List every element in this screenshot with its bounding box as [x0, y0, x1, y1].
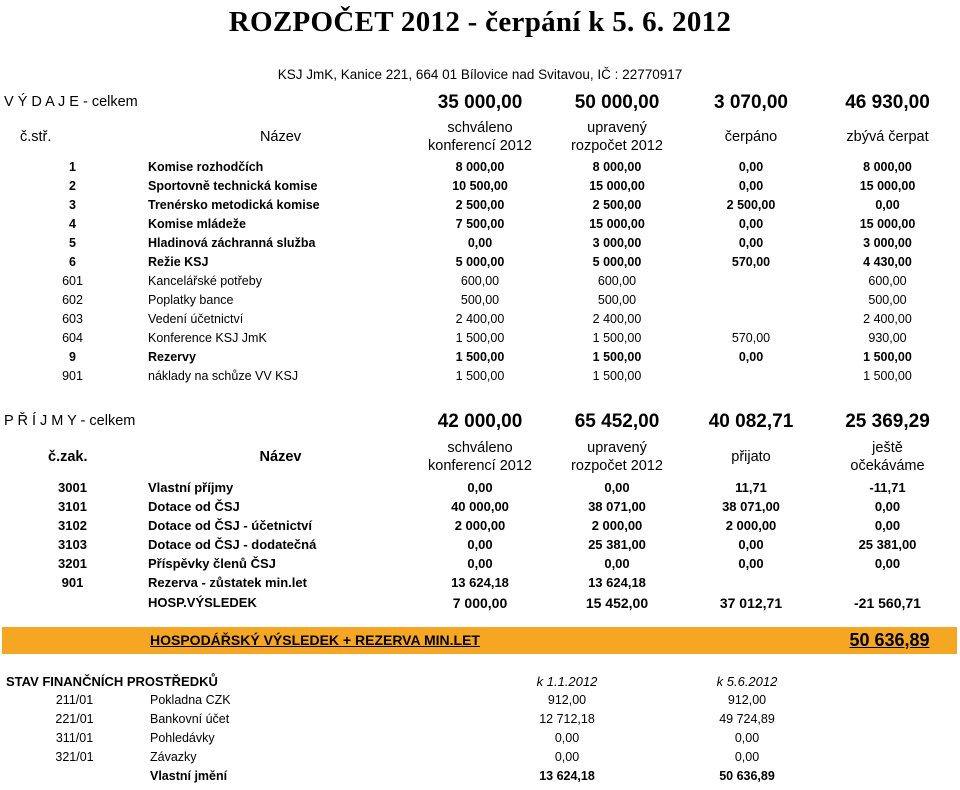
expenses-total-band: [0, 92, 955, 113]
row-remaining: 8 000,00: [863, 160, 912, 174]
row-adjusted: 3 000,00: [592, 236, 642, 250]
own-funds-start: 13 624,18: [539, 769, 595, 783]
table-row: [0, 367, 955, 386]
expenses-header: [0, 117, 955, 157]
row-adjusted: 15 000,00: [589, 217, 645, 231]
account-number: 321/01: [55, 750, 94, 764]
header-adjusted: [552, 437, 682, 477]
row-remaining: 1 500,00: [863, 369, 912, 383]
row-expected: 0,00: [874, 518, 901, 533]
summary-bar: [2, 627, 957, 654]
own-funds-name: Vlastní jmění: [150, 769, 228, 783]
header-spent: čerpáno: [724, 129, 778, 145]
table-row: [0, 497, 955, 516]
account-name: Bankovní účet: [150, 712, 230, 726]
row-number: 604: [62, 331, 83, 345]
header-approved: [415, 117, 545, 157]
row-expected: 0,00: [874, 499, 901, 514]
row-remaining: 930,00: [868, 331, 907, 345]
table-row: [0, 215, 955, 234]
row-name: Trenérsko metodická komise: [148, 198, 320, 212]
row-approved: 0,00: [467, 556, 493, 571]
row-name: Konference KSJ JmK: [148, 331, 267, 345]
table-row: [0, 272, 955, 291]
row-name: Hladinová záchranná služba: [148, 236, 316, 250]
row-number: 3201: [58, 556, 87, 571]
row-spent: 0,00: [738, 236, 764, 250]
income-total-adjusted: 65 452,00: [574, 411, 660, 432]
row-spent: [686, 272, 816, 291]
header-received: přijato: [731, 449, 771, 465]
row-name: Příspěvky členů ČSJ: [148, 556, 276, 571]
row-remaining: 15 000,00: [859, 179, 916, 193]
own-funds-end: 50 636,89: [719, 769, 775, 783]
header-adjusted-line2: rozpočet 2012: [571, 458, 663, 474]
row-approved: 500,00: [460, 293, 500, 307]
row-adjusted: 0,00: [604, 480, 630, 495]
page-title: ROZPOČET 2012 - čerpání k 5. 6. 2012: [228, 6, 732, 38]
row-remaining: 4 430,00: [863, 255, 912, 269]
row-approved: 1 500,00: [455, 331, 505, 345]
result-received: 37 012,71: [719, 595, 783, 611]
income-header: [0, 437, 955, 477]
finances-col-end: k 5.6.2012: [716, 674, 778, 689]
income-label: P Ř Í J M Y - celkem: [4, 413, 136, 429]
row-number: 4: [69, 217, 76, 231]
row-spent: [686, 291, 816, 310]
table-row: [0, 234, 955, 253]
row-expected: 0,00: [874, 556, 901, 571]
row-remaining: 3 000,00: [863, 236, 912, 250]
row-approved: 10 500,00: [452, 179, 508, 193]
table-row: [0, 535, 955, 554]
header-order-number: č.zak.: [48, 449, 88, 465]
header-adjusted-line1: upravený: [587, 120, 647, 136]
row-number: 601: [62, 274, 83, 288]
account-name: Závazky: [150, 750, 197, 764]
summary-value: 50 636,89: [849, 630, 930, 650]
row-number: 901: [61, 575, 84, 590]
table-row: [2, 710, 957, 729]
expenses-total-spent: 3 070,00: [714, 92, 788, 113]
row-adjusted: 1 500,00: [592, 331, 642, 345]
table-row: [0, 253, 955, 272]
header-adjusted: [552, 117, 682, 157]
summary-label: HOSPODÁŘSKÝ VÝSLEDEK + REZERVA MIN.LET: [150, 632, 480, 648]
header-approved-line2: konferencí 2012: [428, 458, 532, 474]
result-adjusted: 15 452,00: [585, 595, 649, 611]
row-received: [686, 573, 816, 592]
row-number: 5: [69, 236, 76, 250]
row-remaining: 1 500,00: [863, 350, 912, 364]
table-row: [0, 348, 955, 367]
table-row: [0, 310, 955, 329]
row-name: Sportovně technická komise: [148, 179, 318, 193]
row-spent: 2 500,00: [726, 198, 776, 212]
row-expected: -11,71: [869, 480, 906, 495]
row-number: 603: [62, 312, 83, 326]
row-name: náklady na schůze VV KSJ: [148, 369, 299, 383]
header-adjusted-line1: upravený: [587, 440, 647, 456]
row-adjusted: 15 000,00: [589, 179, 645, 193]
row-spent: 0,00: [738, 350, 764, 364]
header-approved-line2: konferencí 2012: [428, 138, 532, 154]
row-approved: 13 624,18: [451, 575, 509, 590]
row-adjusted: 5 000,00: [592, 255, 642, 269]
account-number: 221/01: [55, 712, 94, 726]
header-adjusted-line2: rozpočet 2012: [571, 138, 663, 154]
table-row: [0, 329, 955, 348]
header-cost-center: č.stř.: [20, 129, 52, 145]
table-row: [2, 691, 957, 710]
row-approved: 8 000,00: [455, 160, 505, 174]
row-number: 3: [69, 198, 76, 212]
account-number: 211/01: [55, 693, 94, 707]
row-adjusted: 500,00: [597, 293, 637, 307]
finances-header: [2, 672, 957, 691]
row-name: Poplatky bance: [148, 293, 234, 307]
header-remaining: zbývá čerpat: [846, 129, 929, 145]
row-name: Režie KSJ: [148, 255, 209, 269]
finances-title: STAV FINANČNÍCH PROSTŘEDKŮ: [6, 674, 218, 689]
row-spent: 0,00: [738, 179, 764, 193]
row-name: Komise rozhodčích: [148, 160, 264, 174]
row-name: Dotace od ČSJ - účetnictví: [148, 518, 312, 533]
row-number: 602: [62, 293, 83, 307]
income-total-approved: 42 000,00: [437, 411, 523, 432]
row-approved: 2 000,00: [454, 518, 506, 533]
expenses-total-approved: 35 000,00: [437, 92, 523, 113]
row-adjusted: 600,00: [597, 274, 637, 288]
row-adjusted: 38 071,00: [588, 499, 646, 514]
row-received: 0,00: [738, 556, 764, 571]
table-row: [0, 177, 955, 196]
expenses-total-remaining: 46 930,00: [845, 92, 930, 113]
expenses-label: V Ý D A J E - celkem: [4, 94, 138, 110]
table-row: [0, 554, 955, 573]
row-approved: 2 400,00: [455, 312, 505, 326]
row-number: 1: [69, 160, 76, 174]
header-name: Název: [259, 449, 302, 465]
row-name: Dotace od ČSJ - dodatečná: [148, 537, 317, 552]
row-spent: 0,00: [738, 160, 764, 174]
expenses-total-adjusted: 50 000,00: [574, 92, 660, 113]
account-start: 12 712,18: [539, 712, 595, 726]
row-spent: [686, 367, 816, 386]
row-adjusted: 2 000,00: [591, 518, 643, 533]
row-name: Dotace od ČSJ: [148, 499, 240, 514]
table-row: [0, 158, 955, 177]
header-expected-line2: očekáváme: [850, 458, 925, 474]
table-row: [0, 196, 955, 215]
row-adjusted: 1 500,00: [592, 369, 642, 383]
row-spent: [686, 310, 816, 329]
row-adjusted: 25 381,00: [588, 537, 646, 552]
income-total-band: [0, 411, 955, 432]
own-funds-row: [2, 767, 957, 786]
account-start: 0,00: [554, 750, 580, 764]
row-received: 0,00: [738, 537, 764, 552]
header-approved-line1: schváleno: [447, 440, 513, 456]
table-row: [0, 291, 955, 310]
income-table: [0, 478, 955, 614]
table-row: [2, 729, 957, 748]
income-total-expected: 25 369,29: [845, 411, 930, 432]
row-name: Komise mládeže: [148, 217, 246, 231]
table-row: [0, 478, 955, 497]
header-approved-line1: schváleno: [447, 120, 513, 136]
row-spent: 570,00: [731, 331, 771, 345]
account-number: 311/01: [55, 731, 94, 745]
row-remaining: 0,00: [875, 198, 900, 212]
income-total-received: 40 082,71: [708, 411, 794, 432]
row-number: 6: [69, 255, 76, 269]
row-approved: 0,00: [467, 236, 493, 250]
row-adjusted: 8 000,00: [592, 160, 642, 174]
result-expected: -21 560,71: [854, 595, 921, 611]
row-approved: 5 000,00: [455, 255, 505, 269]
row-approved: 2 500,00: [455, 198, 505, 212]
row-received: 38 071,00: [722, 499, 780, 514]
row-name: Vlastní příjmy: [148, 480, 234, 495]
account-end: 49 724,89: [719, 712, 775, 726]
row-remaining: 600,00: [868, 274, 907, 288]
row-remaining: 15 000,00: [859, 217, 916, 231]
row-approved: 7 500,00: [455, 217, 505, 231]
row-adjusted: 13 624,18: [588, 575, 646, 590]
row-number: 901: [62, 369, 83, 383]
row-received: 2 000,00: [725, 518, 777, 533]
result-row: [0, 592, 955, 614]
row-expected: [820, 573, 955, 592]
header-name: Název: [259, 129, 302, 145]
row-approved: 0,00: [467, 480, 493, 495]
row-approved: 1 500,00: [455, 369, 505, 383]
row-expected: 25 381,00: [858, 537, 917, 552]
row-spent: 0,00: [738, 217, 764, 231]
row-adjusted: 2 500,00: [592, 198, 642, 212]
account-end: 0,00: [734, 750, 760, 764]
account-start: 912,00: [547, 693, 587, 707]
row-name: Kancelářské potřeby: [148, 274, 262, 288]
row-spent: 570,00: [731, 255, 771, 269]
organization-info: KSJ JmK, Kanice 221, 664 01 Bílovice nad Svitavou, IČ : 22770917: [277, 67, 683, 82]
result-label: HOSP.VÝSLEDEK: [148, 595, 257, 610]
row-approved: 0,00: [467, 537, 493, 552]
header-expected-line1: ještě: [872, 440, 903, 456]
table-row: [0, 516, 955, 535]
row-remaining: 500,00: [868, 293, 907, 307]
row-adjusted: 1 500,00: [592, 350, 642, 364]
row-approved: 40 000,00: [451, 499, 509, 514]
row-name: Rezervy: [148, 350, 196, 364]
row-remaining: 2 400,00: [863, 312, 912, 326]
row-name: Vedení účetnictví: [148, 312, 244, 326]
row-number: 3101: [58, 499, 87, 514]
row-name: Rezerva - zůstatek min.let: [148, 575, 307, 590]
row-number: 3102: [58, 518, 87, 533]
row-number: 3103: [58, 537, 87, 552]
row-number: 3001: [58, 480, 87, 495]
row-number: 9: [69, 350, 76, 364]
finances-table: [2, 691, 957, 786]
account-end: 0,00: [734, 731, 760, 745]
finances-col-start: k 1.1.2012: [536, 674, 598, 689]
row-received: 11,71: [735, 480, 767, 495]
expenses-table: [0, 158, 955, 386]
account-end: 912,00: [727, 693, 767, 707]
row-approved: 1 500,00: [455, 350, 505, 364]
header-expected: [820, 437, 955, 477]
account-name: Pokladna CZK: [150, 693, 231, 707]
account-start: 0,00: [554, 731, 580, 745]
row-approved: 600,00: [460, 274, 500, 288]
table-row: [0, 573, 955, 592]
header-approved: [415, 437, 545, 477]
row-number: 2: [69, 179, 76, 193]
table-row: [2, 748, 957, 767]
row-adjusted: 2 400,00: [592, 312, 642, 326]
row-adjusted: 0,00: [604, 556, 630, 571]
account-name: Pohledávky: [150, 731, 215, 745]
result-approved: 7 000,00: [452, 595, 508, 611]
